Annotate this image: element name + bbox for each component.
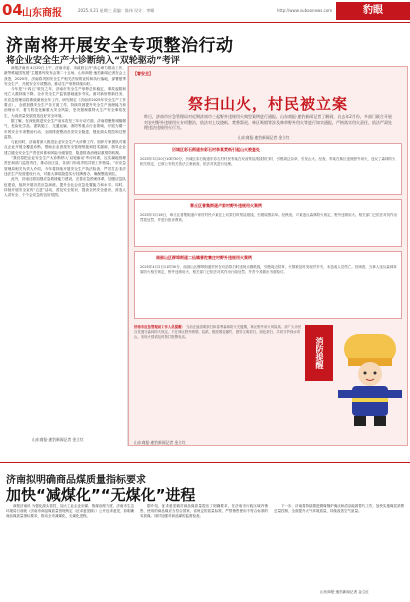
case-box-2 (134, 199, 402, 247)
column-divider (127, 66, 128, 446)
article1-para: “我们将把企业安全生产大诊断纳入‘双轮驱动’考评体系，压实属地管理责任和部门监管责任，推动各区县、各部门形成齐抓共管工作格局。”市应急管理局相关负责人介绍，今年将持续开展安全生产执法检查，严厉打击非法违法生产经营建设行为，对重大事故隐患实行挂牌督办，确保整改到位。 (4, 156, 126, 176)
case-title-1: 历城区彩石街道东彩石村李某焚纸引起山火被查处 (172, 147, 260, 152)
article2-author: 山东商报·速豹新闻记者 金立红 (320, 590, 370, 594)
tips-body: 当前正值清明祭扫和春季森林防火关键期，林区野外用火风险高。请广大市民自觉遵守森林防火规定，不在林区野外吸烟、烧纸、燃放烟花爆竹，倡导文明祭扫、绿色祭扫，共同守护绿水青山。发现火情请及时拨打报警电话。 (134, 325, 302, 339)
article1-para: 此外，济南还将加强应急救援能力建设，完善应急预案体系，加强应急队伍建设，组织开展各类应急演练，提升全社会应急处置能力和水平。同时，持续开展安全宣传“五进”活动，普及安全知识，提高全民安全意识，营造人人讲安全、个个会应急的良好氛围。 (4, 177, 126, 198)
case-body-1: 2025年3月20日10时30分，历城区彩石街道东彩石村村民李某在坟前焚烧纸钱祭扫时，引燃周边杂草，引发山火。经查，李某在林区违规野外用火，违反了森林防火相关规定，已被公安机关依法立案侦查，依法对其进行处理。 (140, 157, 396, 166)
article1-para: 商报济南讯 4月20日上午，济南市委、市政府召开“高心章力推动工作，最等维能国发展”主题系列发布会第二十五场，山东商报·速豹新闻记者在会上获悉，2025年，济南将巩固安全生产相关法规的宣传和执行落地，部署夏季安全生产，开展安全专项整治，推动生产形势持续向好。 (4, 66, 126, 86)
tips-title: 济南市应急管理局工作人员提醒： (134, 325, 185, 329)
article1-para: 与此同时，济南将深入推进企业安全生产大诊断工作，组织专家团队对重点企业开展全覆盖诊断，帮助企业查找安全管理短板和技术漏洞，指导企业建立健全安全生产责任体系和风险分级管控、隐患排查治理双重预防机制。 (4, 140, 126, 155)
case-box-3 (134, 251, 402, 319)
article2-col-2 (140, 504, 268, 599)
article1-para: 据了解，在深化推进安全生产治本攻坚三年行动方面，济南将聚焦城镇燃气、危险化学品、建筑施工、交通运输、消防等重点行业领域，开展为期一年的安全专项整治行动，全面排查整治各类安全隐患，强化源头管控和过程监管。 (4, 118, 126, 139)
section-divider (0, 462, 410, 463)
header-rule (0, 22, 410, 23)
article2-col-3 (274, 504, 404, 589)
panel-title: 祭扫山火，村民被立案 (187, 95, 348, 113)
case-body-2: 2025年3月16日，章丘区普集街道卢家村村民卢某在上坟祭扫时焚烧纸钱，引燃周围杂草。经核查，卢某违反森林防火规定，野外违规用火。相关部门已依法对其作出罚款处罚，并进行批评教育。 (140, 213, 398, 222)
article2-para: 下一步，济南将持续推进燃煤锅炉淘汰和清洁能源替代工作，加快实施煤炭消费总量控制，全面提升大气环境质量，持续改善空气质量。 (274, 504, 404, 514)
case-title-3: 南部山区柳埠街道二仙镇普陀寨庄村野外违规用火案例 (156, 255, 252, 260)
article1-author: 山东商报·速豹新闻记者 金立红 (32, 437, 84, 442)
side-label: 消防提醒 (305, 325, 333, 381)
firefighter-illustration (338, 330, 402, 428)
article1-subtitle: 将企业安全生产大诊断纳入“双轮驱动”考评 (6, 56, 180, 66)
article2-col-1 (6, 504, 134, 599)
article2-title: 加快“减煤化”“无煤化”进程 (6, 486, 196, 504)
panel-author: 山东商报·速豹新闻记者 金立红 (238, 135, 290, 140)
case-body-3: 2025年4月2日11时30分，南部山区柳埠街道村民在坟前祭扫时违规点燃纸钱，引燃周边枯草，火情被及时发现并扑灭，未造成人员伤亡。经调查，当事人违反森林草原防火相关规定，野外违规用火，相关部门已依法对其作出行政处罚，并责令其做出书面检讨。 (140, 265, 397, 274)
article1-title: 济南将开展安全专项整治行动 (6, 36, 234, 56)
issue-meta: 2025.4.21 星期三 责编：陈伟 设计：李娜 (78, 8, 155, 13)
article1-para: 今年是“十四五”收官之年，济南市安全生产形势总体稳定，事故起数和死亡人数持续下降，全市安全生产监管基础逐步夯实。面对新形势新任务，市应急管理局将系统谋划全年工作，研究制定《济南市2025年安全生产工作要点》，全面加强安全生产各方面工作，持续巩固提升安全生产治理能力和治理水平，着力防范化解重大安全风险，坚决遏制重特大生产安全事故发生，为高质量发展营造良好安全环境。 (4, 87, 126, 118)
panel-tag: 【春安全】 (133, 71, 153, 76)
page-header (0, 0, 410, 22)
article2-kicker: 济南拟明确商品煤质量指标要求 (6, 475, 146, 486)
section-name: 山东商报 (22, 8, 62, 19)
tips-author: 山东商报·速豹新闻记者 金立红 (134, 440, 186, 445)
page-number: 04 (2, 1, 23, 19)
site-url[interactable]: http://www.subaonews.com (277, 8, 333, 13)
panel-description: 昨日，济南市应急管理局对近期济南市三起野外违规用火典型案例进行通报。山东商报·速豹新闻记者了解到，自去年2月份，多部门联合开展对农村野外违规用火专项整治，依法对上坟烧纸、焚香祭祀、林区吸烟等涉及林草野外用火等进行如实通报，严格落实用火责任，依法严肃处理违法违规用火行为。 (144, 114, 392, 131)
article1-body (4, 66, 126, 436)
case-title-2: 章丘区普集街道卢家村野外违规用火案例 (190, 203, 262, 208)
article2-para: 商报济南讯 为强化源头管控，加大工业企业用煤、散煤治理力度，济南市生态环境局日前就《济南市商品煤质量管理规定（征求意见稿）》公开征求意见，拟明确商品煤质量指标要求，推动全市减煤化、无煤化进程。 (6, 504, 134, 519)
column-badge: 豹眼 (336, 2, 410, 20)
tips-box (134, 325, 304, 435)
article2-para: 据介绍，征求意见稿对商品煤质量提出了明确要求，在济南市行政区域内销售、使用的商品煤应当符合国家、省规定的质量标准，严禁销售使用不符合标准的劣质煤。同时加强对商品煤的监督检查。 (140, 504, 268, 519)
